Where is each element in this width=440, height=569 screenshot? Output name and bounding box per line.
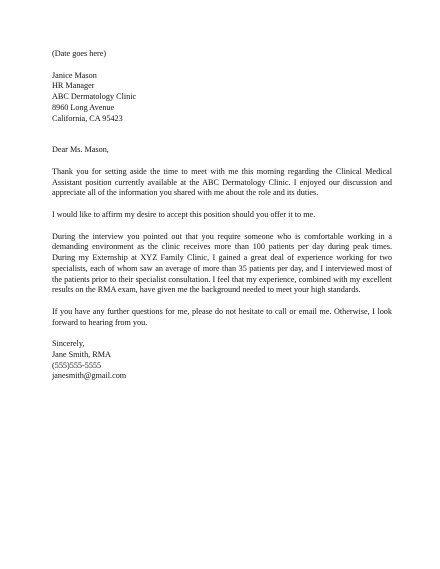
letter-body: [52, 49, 392, 382]
paragraph-experience: During the interview you pointed out that you require someone who is comfortable working in a demanding environment as the clinic receives more than 100 patients per day during peak times. During my Externship at XYZ Family Clinic, I gained a great deal of experience working for two specialists, each of whom saw an average of more than 35 patients per day, and I interviewed most of the patients prior to their specialist consultation. I feel that my experience, combined with my excellent results on the RMA exam, have given me the background needed to meet your high standards.: [52, 231, 392, 295]
date-placeholder: (Date goes here): [52, 49, 107, 58]
signature-block: [52, 339, 392, 382]
sender-name: Jane Smith, RMA: [52, 350, 111, 360]
recipient-city-state-zip: California, CA 95423: [52, 113, 123, 123]
recipient-address: [52, 71, 392, 125]
paragraph-thank-you: Thank you for setting aside the time to meet with me this morning regarding the Clinical Medical Assistant position currently available at the ABC Dermatology Clinic. I enjoyed our discussion and appreciate all of the information you shared with me about the role and its duties.: [52, 166, 392, 198]
salutation: Dear Ms. Mason,: [52, 145, 109, 155]
paragraph-affirm: I would like to affirm my desire to accept this position should you offer it to me.: [52, 210, 316, 220]
closing: Sincerely,: [52, 339, 85, 349]
recipient-company: ABC Dermatology Clinic: [52, 92, 137, 102]
sender-email: janesmith@gmail.com: [52, 371, 127, 381]
recipient-title: HR Manager: [52, 81, 95, 91]
recipient-street: 8960 Long Avenue: [52, 102, 115, 112]
paragraph-follow-up: If you have any further questions for me, please do not hesitate to call or email me. Otherwise, I look forward to hearing from you.: [52, 306, 392, 327]
recipient-name: Janice Mason: [52, 70, 97, 80]
sender-phone: (555)555-5555: [52, 360, 102, 370]
